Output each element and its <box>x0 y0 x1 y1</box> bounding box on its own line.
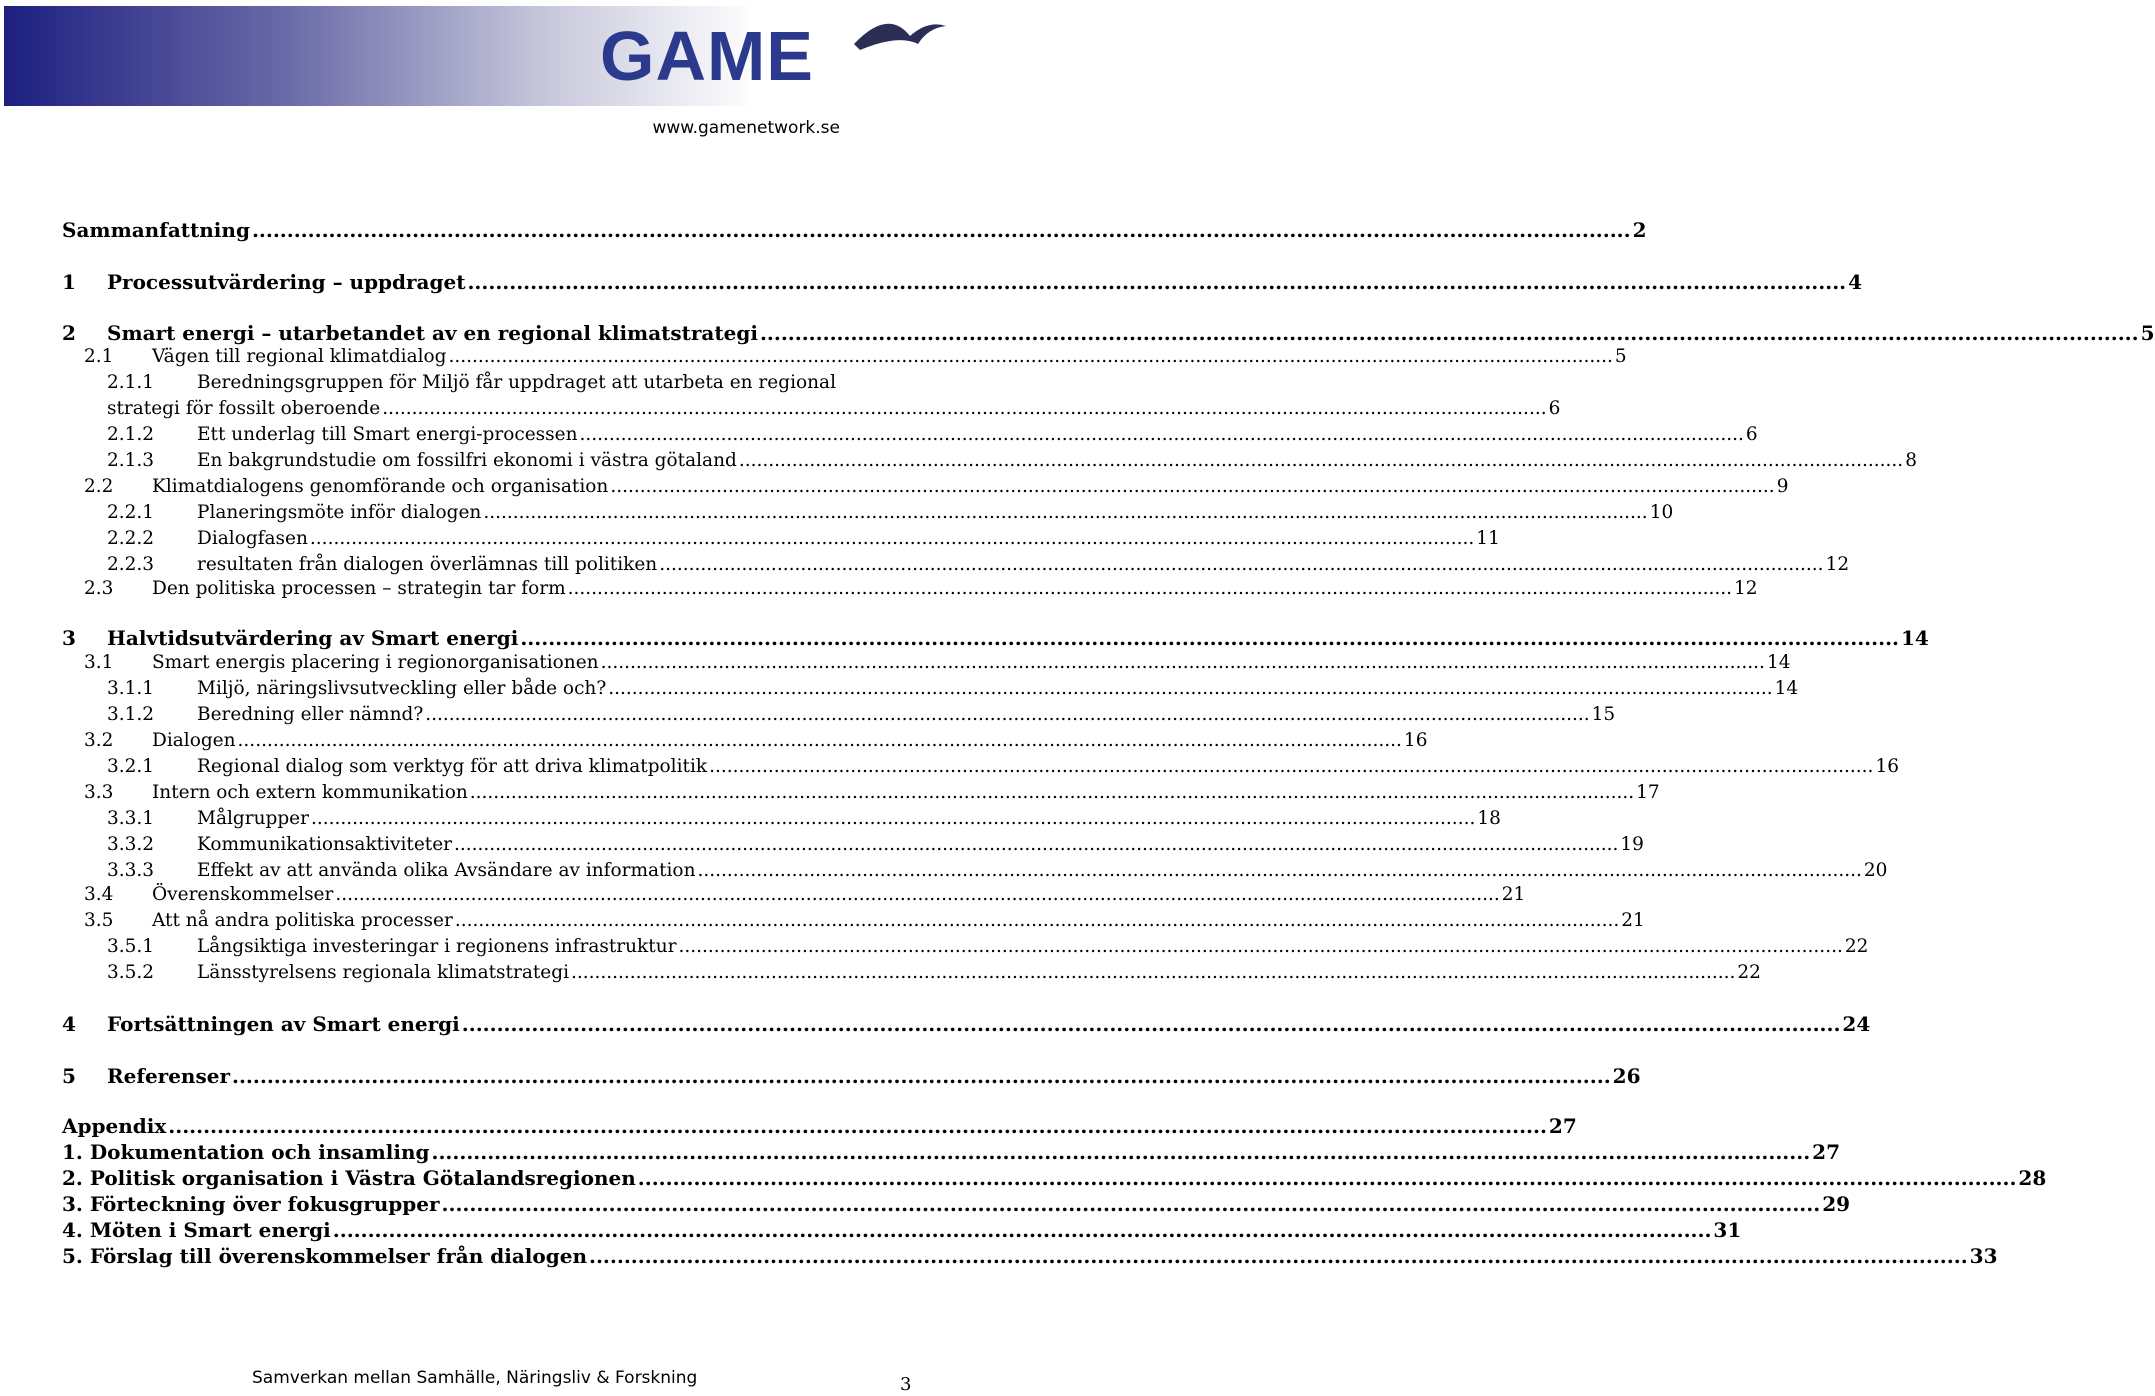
toc-number: 2.1.2 <box>107 424 155 445</box>
toc-number: 3.5 <box>84 910 114 931</box>
toc-leader-dots <box>442 1192 1821 1216</box>
toc-number: 3.1.2 <box>107 704 155 725</box>
toc-title: 5. Förslag till överenskommelser från dialogen <box>62 1244 587 1268</box>
toc-number: 3.1 <box>84 652 114 673</box>
toc-number: 3.4 <box>84 884 114 905</box>
toc-leader-dots <box>568 578 1732 599</box>
toc-title: 1. Dokumentation och insamling <box>62 1140 430 1164</box>
toc-title: Klimatdialogens genomförande och organisation <box>152 476 609 497</box>
toc-leader-dots <box>709 756 1873 777</box>
toc-number: 2.1 <box>84 346 114 367</box>
toc-number: 3.2.1 <box>107 756 155 777</box>
toc-page-number: 4 <box>1848 270 1863 294</box>
toc-page-number: 16 <box>1403 730 1428 751</box>
toc-leader-dots <box>589 1244 1968 1268</box>
toc-entry-continuation[interactable] <box>107 398 1561 419</box>
toc-title: Beredningsgruppen för Miljö får uppdraget att utarbeta en regional <box>197 372 836 393</box>
toc-entry[interactable] <box>84 910 1645 931</box>
toc-entry[interactable] <box>62 1218 1742 1242</box>
game-logo <box>598 14 948 114</box>
toc-leader-dots <box>252 218 1631 242</box>
toc-title: Sammanfattning <box>62 218 250 242</box>
toc-number: 3.1.1 <box>107 678 155 699</box>
toc-title: En bakgrundstudie om fossilfri ekonomi i västra götaland <box>197 450 737 471</box>
toc-leader-dots <box>659 554 1823 575</box>
toc-page-number: 27 <box>1812 1140 1840 1164</box>
toc-entry[interactable] <box>62 321 2155 345</box>
toc-number: 2.2.2 <box>107 528 155 549</box>
toc-title: Miljö, näringslivsutveckling eller både och? <box>197 678 607 699</box>
toc-entry[interactable] <box>62 218 1647 242</box>
toc-entry[interactable] <box>107 962 1761 983</box>
toc-leader-dots <box>455 910 1619 931</box>
toc-entry[interactable] <box>62 626 1929 650</box>
toc-entry[interactable] <box>84 652 1791 673</box>
toc-title: Appendix <box>62 1114 167 1138</box>
toc-title: Referenser <box>107 1064 230 1088</box>
toc-title: Beredning eller nämnd? <box>197 704 424 725</box>
toc-entry[interactable] <box>62 270 1863 294</box>
toc-entry[interactable] <box>107 554 1850 575</box>
toc-leader-dots <box>310 528 1474 549</box>
toc-leader-dots <box>610 476 1774 497</box>
toc-number: 3.3.1 <box>107 808 155 829</box>
toc-number: 3.3 <box>84 782 114 803</box>
toc-leader-dots <box>470 782 1634 803</box>
toc-page-number: 14 <box>1774 678 1799 699</box>
toc-leader-dots <box>449 346 1613 367</box>
toc-entry[interactable] <box>62 1166 2047 1190</box>
toc-title: Intern och extern kommunikation <box>152 782 468 803</box>
toc-page-number: 8 <box>1905 450 1917 471</box>
toc-leader-dots <box>580 424 1744 445</box>
toc-leader-dots <box>760 321 2139 345</box>
toc-entry[interactable] <box>62 1140 1840 1164</box>
toc-page-number: 16 <box>1875 756 1899 777</box>
toc-title: Ett underlag till Smart energi-processen <box>197 424 578 445</box>
toc-entry[interactable] <box>84 884 1526 905</box>
toc-title: Smart energis placering i regionorganisationen <box>152 652 599 673</box>
toc-entry[interactable] <box>107 756 1899 777</box>
toc-entry[interactable] <box>84 578 1758 599</box>
toc-title: Att nå andra politiska processer <box>152 910 453 931</box>
toc-page-number: 21 <box>1621 910 1645 931</box>
bird-icon <box>854 24 946 50</box>
footer-page-number: 3 <box>900 1374 912 1395</box>
toc-entry[interactable] <box>62 1114 1577 1138</box>
toc-entry[interactable] <box>107 834 1644 855</box>
toc-title: Fortsättningen av Smart energi <box>107 1012 460 1036</box>
toc-page-number: 26 <box>1612 1064 1641 1088</box>
toc-leader-dots <box>638 1166 2017 1190</box>
toc-page-number: 17 <box>1636 782 1660 803</box>
toc-number: 2.2.3 <box>107 554 155 575</box>
toc-title: Målgrupper <box>197 808 309 829</box>
toc-leader-dots <box>232 1064 1611 1088</box>
toc-entry[interactable] <box>62 1064 1641 1088</box>
toc-number: 4 <box>62 1012 76 1036</box>
toc-leader-dots <box>454 834 1618 855</box>
toc-title: Effekt av att använda olika Avsändare av information <box>197 860 696 881</box>
toc-page-number: 14 <box>1901 626 1929 650</box>
toc-title: Processutvärdering – uppdraget <box>107 270 466 294</box>
toc-entry[interactable] <box>62 1244 1998 1268</box>
toc-title: Dialogfasen <box>197 528 308 549</box>
toc-title: Kommunikationsaktiviteter <box>197 834 452 855</box>
toc-number: 2.2 <box>84 476 114 497</box>
toc-number: 3.3.2 <box>107 834 155 855</box>
toc-page-number: 18 <box>1477 808 1501 829</box>
toc-entry[interactable] <box>107 450 1917 471</box>
toc-title: Planeringsmöte inför dialogen <box>197 502 482 523</box>
toc-title: 2. Politisk organisation i Västra Götalandsregionen <box>62 1166 636 1190</box>
toc-leader-dots <box>333 1218 1712 1242</box>
toc-title: Överenskommelser <box>152 884 334 905</box>
toc-entry[interactable] <box>62 1192 1851 1216</box>
toc-number: 2.2.1 <box>107 502 155 523</box>
toc-leader-dots <box>571 962 1735 983</box>
toc-entry[interactable] <box>84 346 1627 367</box>
toc-page-number: 22 <box>1844 936 1869 957</box>
toc-leader-dots <box>168 1114 1547 1138</box>
toc-number: 3.5.2 <box>107 962 155 983</box>
toc-number: 2.1.3 <box>107 450 155 471</box>
toc-entry[interactable] <box>62 1012 1871 1036</box>
toc-page-number: 14 <box>1766 652 1791 673</box>
toc-page-number: 28 <box>2018 1166 2047 1190</box>
toc-number: 5 <box>62 1064 76 1088</box>
toc-title: Länsstyrelsens regionala klimatstrategi <box>197 962 569 983</box>
toc-page-number: 33 <box>1969 1244 1998 1268</box>
toc-page-number: 10 <box>1649 502 1674 523</box>
toc-leader-dots <box>238 730 1402 751</box>
toc-leader-dots <box>520 626 1899 650</box>
toc-entry[interactable] <box>107 502 1674 523</box>
toc-number: 1 <box>62 270 76 294</box>
toc-entry[interactable] <box>107 860 1888 881</box>
footer-text: Samverkan mellan Samhälle, Näringsliv & Forskning <box>252 1368 698 1388</box>
toc-leader-dots <box>678 936 1842 957</box>
toc-number: 2 <box>62 321 76 345</box>
toc-page-number: 29 <box>1822 1192 1851 1216</box>
toc-number: 3 <box>62 626 76 650</box>
toc-leader-dots <box>335 884 1499 905</box>
toc-entry[interactable] <box>107 704 1616 725</box>
toc-title: Dialogen <box>152 730 236 751</box>
toc-page-number: 15 <box>1591 704 1616 725</box>
toc-leader-dots <box>432 1140 1811 1164</box>
toc-page-number: 31 <box>1713 1218 1742 1242</box>
toc-entry[interactable] <box>107 372 912 393</box>
toc-page-number: 5 <box>1614 346 1627 367</box>
toc-page-number: 12 <box>1825 554 1850 575</box>
toc-page-number: 12 <box>1734 578 1758 599</box>
toc-leader-dots <box>608 678 1772 699</box>
website-url: www.gamenetwork.se <box>652 118 840 138</box>
toc-number: 3.5.1 <box>107 936 155 957</box>
toc-leader-dots <box>311 808 1475 829</box>
toc-leader-dots <box>467 270 1846 294</box>
toc-entry[interactable] <box>107 424 1758 445</box>
toc-entry[interactable] <box>107 678 1799 699</box>
toc-entry[interactable] <box>84 476 1789 497</box>
toc-number: 2.3 <box>84 578 114 599</box>
toc-leader-dots <box>425 704 1589 725</box>
toc-title: Halvtidsutvärdering av Smart energi <box>107 626 519 650</box>
toc-title: Långsiktiga investeringar i regionens infrastruktur <box>197 936 677 957</box>
toc-page-number: 11 <box>1476 528 1500 549</box>
toc-title: 4. Möten i Smart energi <box>62 1218 331 1242</box>
toc-page-number: 6 <box>1548 398 1561 419</box>
toc-entry[interactable] <box>107 936 1869 957</box>
toc-title: Vägen till regional klimatdialog <box>152 346 447 367</box>
toc-entry[interactable] <box>107 528 1500 549</box>
toc-page-number: 27 <box>1548 1114 1577 1138</box>
toc-entry[interactable] <box>84 782 1660 803</box>
logo-text: GAME <box>600 17 814 95</box>
toc-title: Smart energi – utarbetandet av en regional klimatstrategi <box>107 321 758 345</box>
toc-leader-dots <box>739 450 1903 471</box>
toc-page-number: 22 <box>1737 962 1761 983</box>
toc-page-number: 5 <box>2140 321 2155 345</box>
toc-title-continuation: strategi för fossilt oberoende <box>107 398 381 419</box>
toc-entry[interactable] <box>107 808 1501 829</box>
toc-title: resultaten från dialogen överlämnas till politiken <box>197 554 658 575</box>
toc-leader-dots <box>483 502 1647 523</box>
toc-page-number: 9 <box>1776 476 1789 497</box>
toc-page-number: 24 <box>1842 1012 1871 1036</box>
toc-page-number: 21 <box>1501 884 1526 905</box>
toc-number: 2.1.1 <box>107 372 155 393</box>
toc-entry[interactable] <box>84 730 1428 751</box>
toc-title: Regional dialog som verktyg för att driva klimatpolitik <box>197 756 708 777</box>
toc-leader-dots <box>698 860 1862 881</box>
toc-title: Den politiska processen – strategin tar form <box>152 578 566 599</box>
toc-number: 3.3.3 <box>107 860 155 881</box>
toc-title: 3. Förteckning över fokusgrupper <box>62 1192 440 1216</box>
toc-number: 3.2 <box>84 730 114 751</box>
toc-leader-dots <box>462 1012 1841 1036</box>
toc-page-number: 20 <box>1863 860 1888 881</box>
toc-leader-dots <box>382 398 1546 419</box>
toc-page-number: 19 <box>1620 834 1644 855</box>
toc-page-number: 2 <box>1632 218 1647 242</box>
toc-page-number: 6 <box>1745 424 1758 445</box>
toc-leader-dots <box>601 652 1765 673</box>
